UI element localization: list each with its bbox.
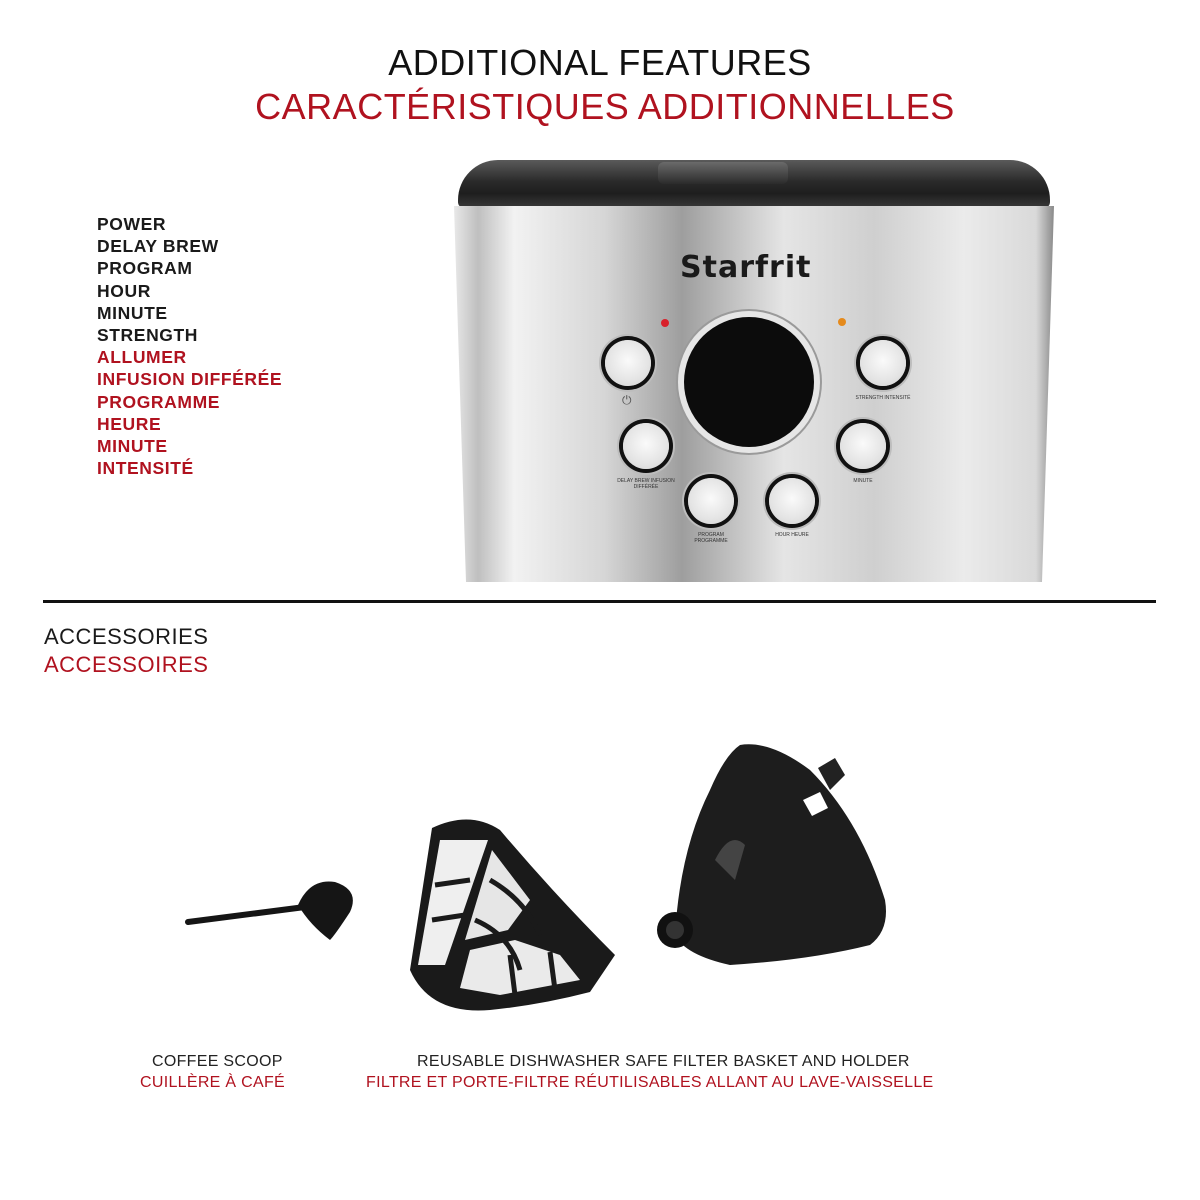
strength-led-icon	[838, 318, 846, 326]
brand-logo: Starfrit	[680, 250, 812, 285]
program-button[interactable]	[688, 478, 734, 524]
filter-label-french: FILTRE ET PORTE-FILTRE RÉUTILISABLES ALLANT AU LAVE-VAISSELLE	[366, 1074, 934, 1091]
feature-en-delay-brew: DELAY BREW	[97, 236, 219, 257]
minute-button[interactable]	[840, 423, 886, 469]
strength-button-label: STRENGTH INTENSITÉ	[855, 395, 911, 401]
filter-holder-icon	[657, 744, 886, 965]
minute-button-label: MINUTE	[853, 478, 873, 484]
strength-button[interactable]	[860, 340, 906, 386]
feature-fr-programme: PROGRAMME	[97, 391, 221, 412]
coffee-scoop-label-english: COFFEE SCOOP	[152, 1053, 283, 1070]
clock-display	[684, 317, 814, 447]
coffee-maker-lid	[458, 160, 1050, 208]
feature-en-strength: STRENGTH	[97, 325, 199, 346]
hour-button-label: HOUR HEURE	[775, 532, 809, 538]
feature-fr-minute: MINUTE	[97, 436, 168, 457]
lid-handle	[658, 162, 788, 184]
coffee-scoop-icon	[188, 881, 353, 940]
section-divider	[43, 600, 1156, 603]
feature-en-minute: MINUTE	[97, 302, 168, 323]
accessories-title-english: ACCESSORIES	[44, 624, 209, 649]
title-english: ADDITIONAL FEATURES	[388, 42, 812, 83]
accessories-image	[170, 730, 890, 1030]
feature-fr-heure: HEURE	[97, 413, 162, 434]
program-button-label: PROGRAM PROGRAMME	[694, 532, 728, 544]
title-french: CARACTÉRISTIQUES ADDITIONNELLES	[255, 86, 955, 127]
coffee-maker-image	[448, 160, 1060, 582]
power-led-icon	[661, 319, 669, 327]
accessories-title-french: ACCESSOIRES	[44, 652, 209, 677]
power-button[interactable]	[605, 340, 651, 386]
power-icon: ⏻	[622, 393, 632, 407]
feature-list	[97, 213, 282, 479]
filter-basket-icon	[410, 819, 615, 1010]
hour-button[interactable]	[769, 478, 815, 524]
feature-en-power: POWER	[97, 214, 167, 234]
coffee-scoop-label-french: CUILLÈRE À CAFÉ	[140, 1074, 285, 1091]
feature-fr-intensite: INTENSITÉ	[97, 458, 194, 479]
delay-brew-button-label: DELAY BREW INFUSION DIFFÉRÉE	[617, 478, 675, 490]
delay-brew-button[interactable]	[623, 423, 669, 469]
feature-fr-infusion-differee: INFUSION DIFFÉRÉE	[97, 369, 283, 390]
feature-en-program: PROGRAM	[97, 258, 193, 279]
feature-en-hour: HOUR	[97, 280, 151, 301]
filter-label-english: REUSABLE DISHWASHER SAFE FILTER BASKET AND HOLDER	[417, 1053, 910, 1070]
feature-fr-allumer: ALLUMER	[97, 347, 187, 368]
